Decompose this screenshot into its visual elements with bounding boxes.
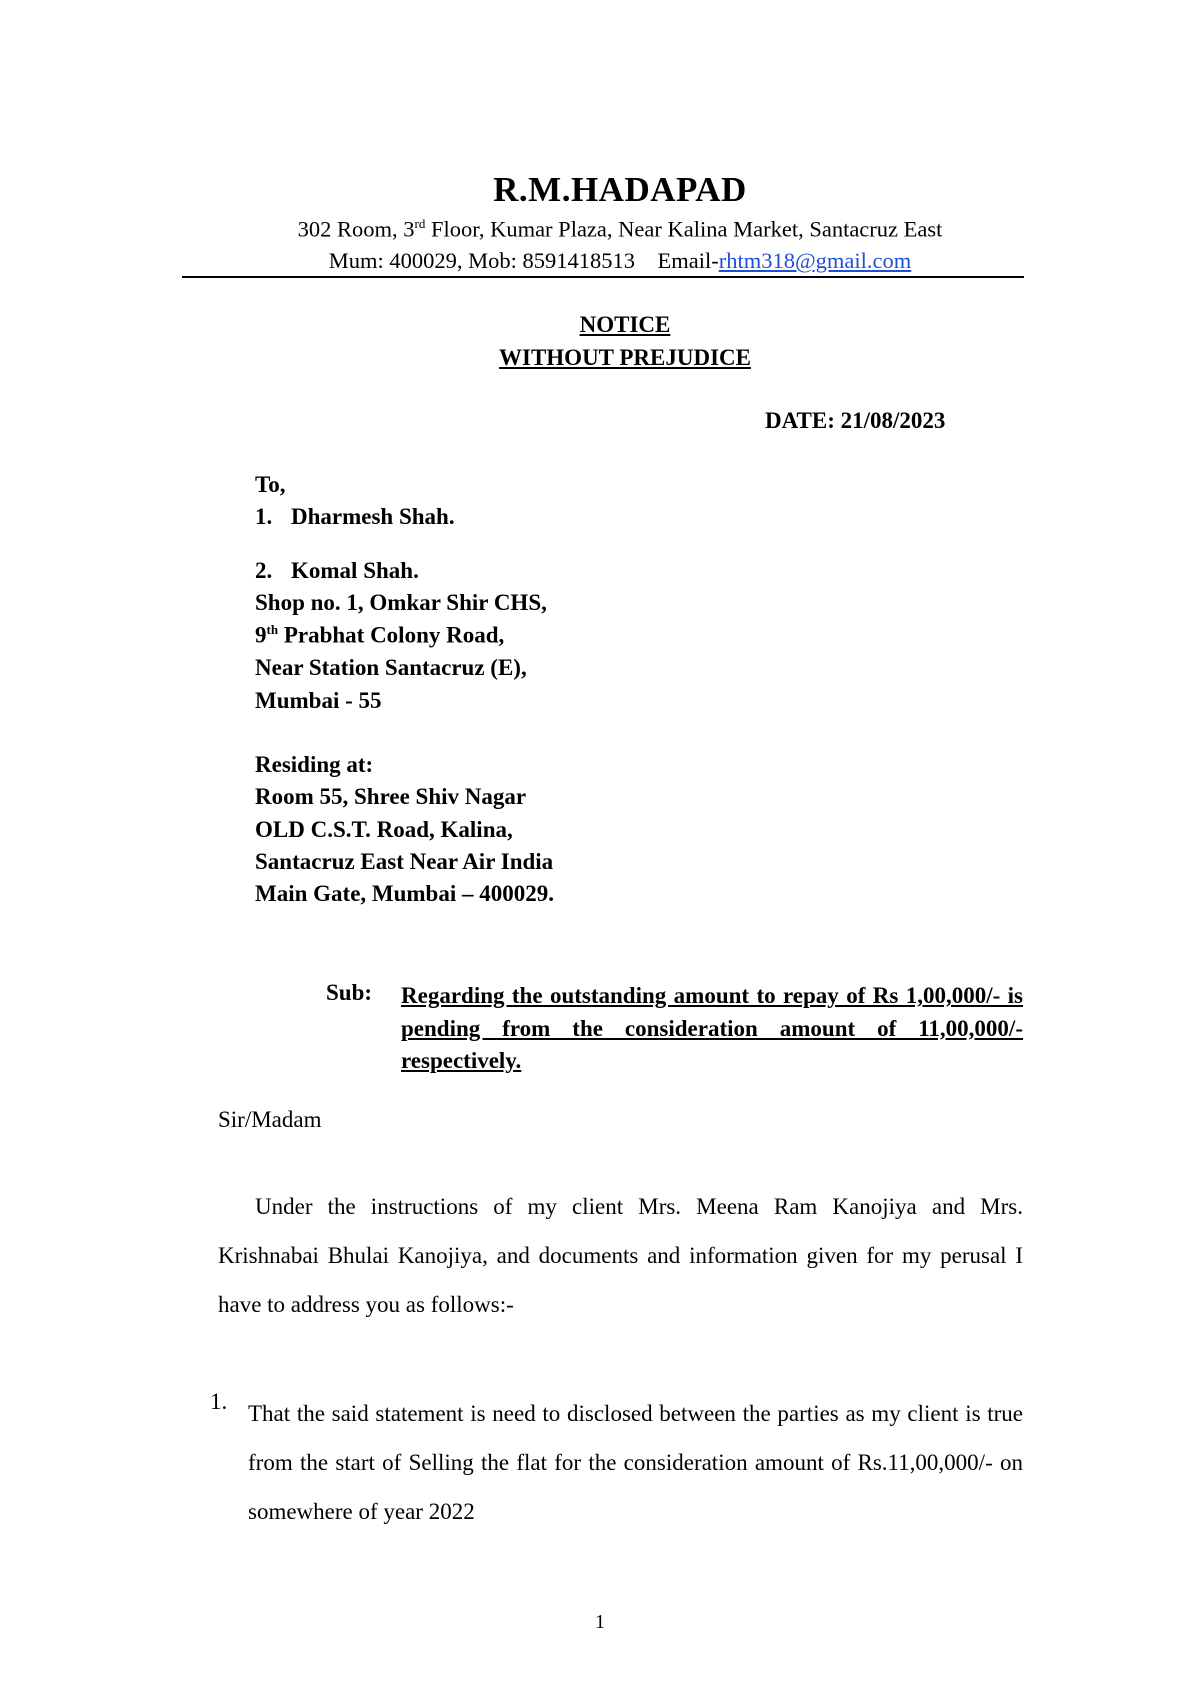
letterhead-contact: Mum: 400029, Mob: 8591418513 Email-rhtm318@gmail.com <box>328 248 912 273</box>
page-number: 1 <box>595 1611 605 1633</box>
recipient-near: Near Station Santacruz (E), <box>255 655 527 680</box>
recipient-2: 2. Komal Shah. <box>255 558 419 583</box>
paragraph-1: Under the instructions of my client Mrs. Meena Ram Kanojiya and Mrs. Krishnabai Bhulai Kanojiya, and documents and information given for my perusal I have to address you as follows:- <box>218 1194 1023 1317</box>
residing-line-1: Room 55, Shree Shiv Nagar <box>255 784 527 809</box>
list-item-number: 1. <box>210 1389 228 1414</box>
recipient-shop: Shop no. 1, Omkar Shir CHS, <box>255 590 547 615</box>
residing-line-2: OLD C.S.T. Road, Kalina, <box>255 817 513 842</box>
salutation: Sir/Madam <box>218 1107 322 1132</box>
letterhead-name: R.M.HADAPAD <box>493 170 747 209</box>
notice-title: NOTICE <box>579 312 671 337</box>
notice-date: DATE: 21/08/2023 <box>765 408 946 433</box>
email-link[interactable]: rhtm318@gmail.com <box>718 248 912 273</box>
letterhead-address: 302 Room, 3rd Floor, Kumar Plaza, Near Kalina Market, Santacruz East <box>297 216 943 242</box>
letterhead-divider <box>182 276 1024 278</box>
subject-text: Regarding the outstanding amount to repay of Rs 1,00,000/- is pending from the consideration amount of 11,00,000/- respectively. <box>401 983 1023 1073</box>
residing-line-3: Santacruz East Near Air India <box>255 849 554 874</box>
residing-label: Residing at: <box>255 752 374 777</box>
recipient-to: To, <box>255 472 286 497</box>
recipient-1: 1. Dharmesh Shah. <box>255 504 455 529</box>
list-item-text: That the said statement is need to disclosed between the parties as my client is true from the start of Selling the flat for the consideration amount of Rs.11,00,000/- on somewhere of year 2022 <box>248 1401 1023 1524</box>
subject-label: Sub: <box>326 980 373 1005</box>
recipient-road: 9th Prabhat Colony Road, <box>255 622 505 648</box>
notice-subtitle: WITHOUT PREJUDICE <box>499 345 751 370</box>
recipient-city: Mumbai - 55 <box>255 688 382 713</box>
residing-line-4: Main Gate, Mumbai – 400029. <box>255 881 554 906</box>
